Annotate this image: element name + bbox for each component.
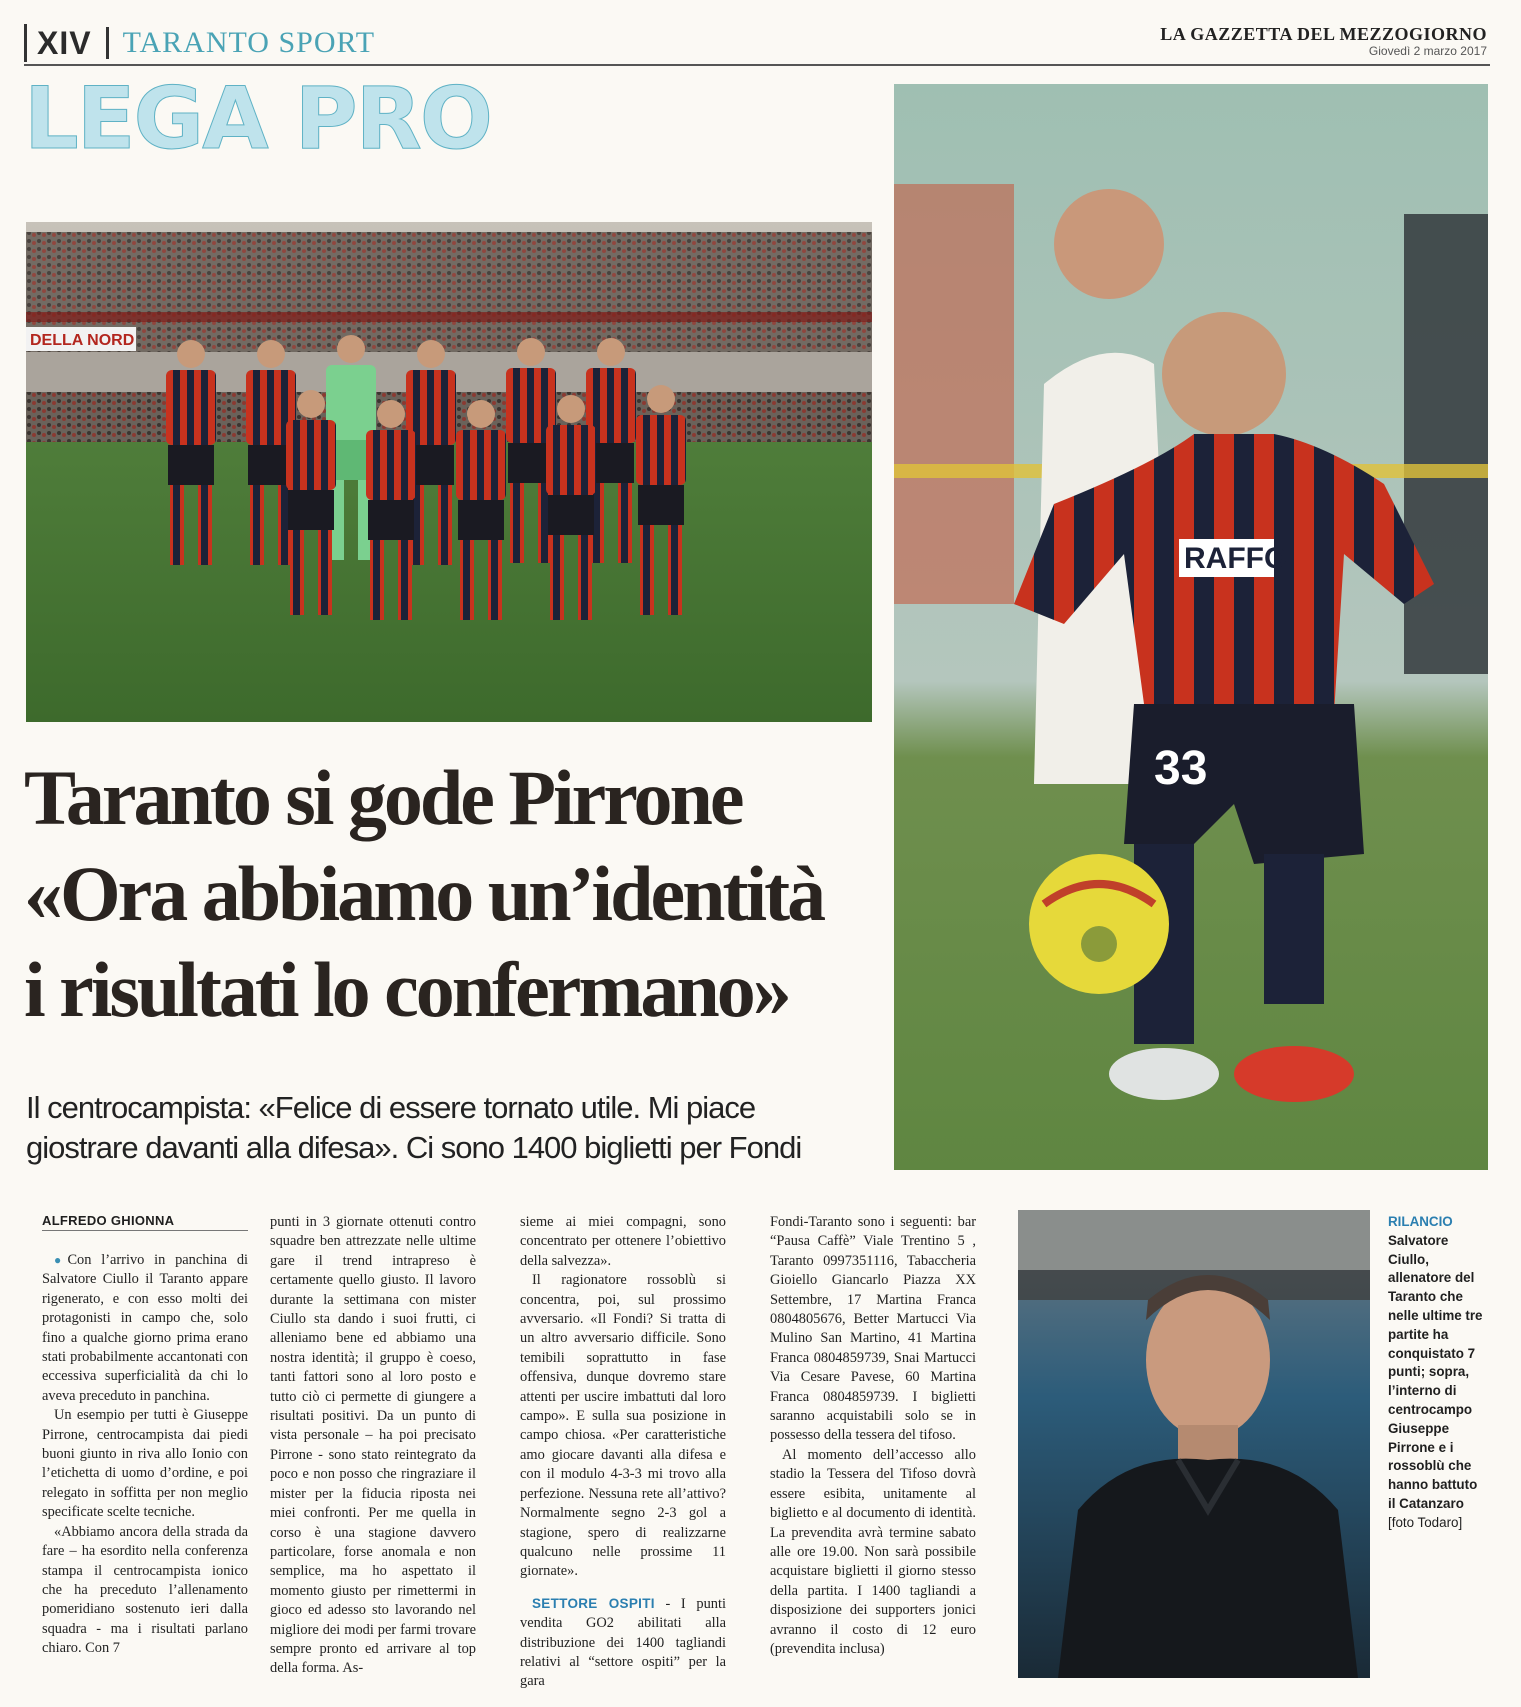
headline-line: i risultati lo confermano»	[24, 946, 789, 1033]
subheadline	[26, 1088, 896, 1168]
page-number: XIV	[37, 24, 92, 61]
player-number: 33	[1154, 742, 1208, 795]
subheadline-line: Il centrocampista: «Felice di essere tornato utile. Mi piace	[26, 1090, 756, 1125]
subheadline-line: giostrare davanti alla difesa». Ci sono 1400 biglietti per Fondi	[26, 1130, 802, 1165]
paragraph: punti in 3 giornate ottenuti contro squadre ben attrezzate nelle ultime gare il trend intrapreso è certamente quello giusto. Il lavoro durante la settimana con mister Ciullo sta dando i suoi frutti, ci alleniamo bene ed abbiamo una nostra identità; il gruppo è coeso, tanti fattori sono al loro posto e tutto ciò ci permette di giungere a risultati positivi. Da un punto di vista personale – ha poi precisato Pirrone - sono stato reintegrato da poco e non posso che ringraziare il mister per la fiducia riposta nei miei confronti. Per me quella in corso è una stagione davvero particolare, forse anomala e non semplice, ma ho aspettato il momento giusto per rimettermi in gioco ed adesso sto lavorando nel migliore dei modi per farmi trovare sempre pronto ed arrivare al top della forma. As-	[270, 1214, 476, 1677]
paragraph: sieme ai miei compagni, sono concentrato per ottenere l’obiettivo della salvezza».	[520, 1214, 726, 1269]
article-column-4	[770, 1213, 976, 1659]
byline: ALFREDO GHIONNA	[42, 1213, 248, 1231]
coach-portrait-photo	[1018, 1210, 1370, 1678]
page-header	[24, 24, 375, 62]
headline	[24, 750, 894, 1038]
bullet-icon: ●	[54, 1253, 68, 1267]
player-action-photo	[894, 84, 1488, 1170]
article-column-1	[42, 1251, 248, 1659]
publication-date: Giovedì 2 marzo 2017	[1368, 44, 1487, 58]
photo-caption	[1388, 1213, 1488, 1533]
header-rule	[24, 64, 1490, 66]
photo-credit: [foto Todaro]	[1388, 1514, 1463, 1530]
player-sponsor: RAFFO	[1184, 542, 1288, 575]
paragraph: Con l’arrivo in panchina di Salvatore Ciullo il Taranto appare rigenerato, e con esso molti dei protagonisti in campo che, solo fino a qualche giorno prima erano stati probabilmente accantonati con eccessiva superficialità da chi lo aveva preceduto in panchina.	[42, 1252, 249, 1404]
paragraph: - I punti vendita GO2 abilitati alla distribuzione dei 1400 tagliandi relativi al “settore ospiti” per la gara	[520, 1595, 726, 1690]
publication-name: LA GAZZETTA DEL MEZZOGIORNO	[1160, 24, 1487, 44]
paragraph: Fondi-Taranto sono i seguenti: bar “Pausa Caffè” Viale Trentino 5 , Taranto 0997351116, Tabaccheria Gioiello Giancarlo Piazza XX Settembre, 17 Martina Franca 0804805676, Better Martucci Via Mulino San Martino, 41 Martina Franca 0804859739, Snai Martucci Via Cesare Pavese, 60 Martina Franca 0804859739. I biglietti saranno acquistabili solo se in possesso della tessera del tifoso.	[770, 1214, 976, 1444]
headline-line: «Ora abbiamo un’identità	[24, 850, 824, 937]
paragraph: Il ragionatore rossoblù si concentra, poi, sul prossimo avversario. «Il Fondi? Si tratta di un altro avversario difficile. Sono temibili soprattutto in fase offensiva, dunque dovremo stare attenti per uscire imbattuti dal loro campo». E sulla sua posizione in campo chiosa. «Per caratteristiche amo giocare davanti alla difesa e con il modulo 4-3-3 mi trovo alla perfezione. Nessuna rete all’attivo? Normalmente segno 2-3 gol a stagione, spero di realizzarne qualcuno nelle prossime 11 giornate».	[520, 1272, 726, 1580]
article-column-2	[270, 1213, 476, 1679]
paragraph: «Abbiamo ancora della strada da fare – ha esordito nella conferenza stampa il centrocampista ionico che ha preceduto l’allenamento pomeridiano sostenuto ieri dalla squadra - ma i risultati parlano chiaro. Con 7	[42, 1523, 248, 1657]
section-name: TARANTO SPORT	[122, 26, 376, 59]
article-column-3	[520, 1213, 726, 1692]
header-separator	[106, 27, 109, 59]
caption-text: Salvatore Ciullo, allenatore del Taranto che nelle ultime tre partite ha conquistato 7 punti; sopra, l’interno di centrocampo Giuseppe Pirrone e i rossoblù che hanno battuto il Catanzaro	[1388, 1232, 1483, 1511]
caption-label: RILANCIO	[1388, 1214, 1453, 1229]
team-photo	[26, 222, 872, 722]
section-subhead: SETTORE OSPITI	[532, 1595, 655, 1611]
paragraph: Al momento dell’accesso allo stadio la Tessera del Tifoso dovrà essere esibita, unitamente al biglietto e al documento di identità. La prevendita avrà termine sabato alle ore 19.00. Non sarà possibile acquistare biglietti il giorno stesso della partita. I 1400 tagliandi a disposizione dei supporters jonici avranno il costo di 12 euro (prevendita inclusa)	[770, 1446, 976, 1657]
headline-line: Taranto si gode Pirrone	[24, 754, 742, 841]
stand-banner: DELLA NORD	[30, 332, 135, 349]
paragraph: Un esempio per tutti è Giuseppe Pirrone, centrocampista dai piedi buoni giunto in riva allo Ionio con l’etichetta di uomo d’ordine, e poi relegato in soffitta per non meglio specificate scelte tecniche.	[42, 1407, 248, 1521]
section-kicker: LEGA PRO	[24, 69, 491, 169]
